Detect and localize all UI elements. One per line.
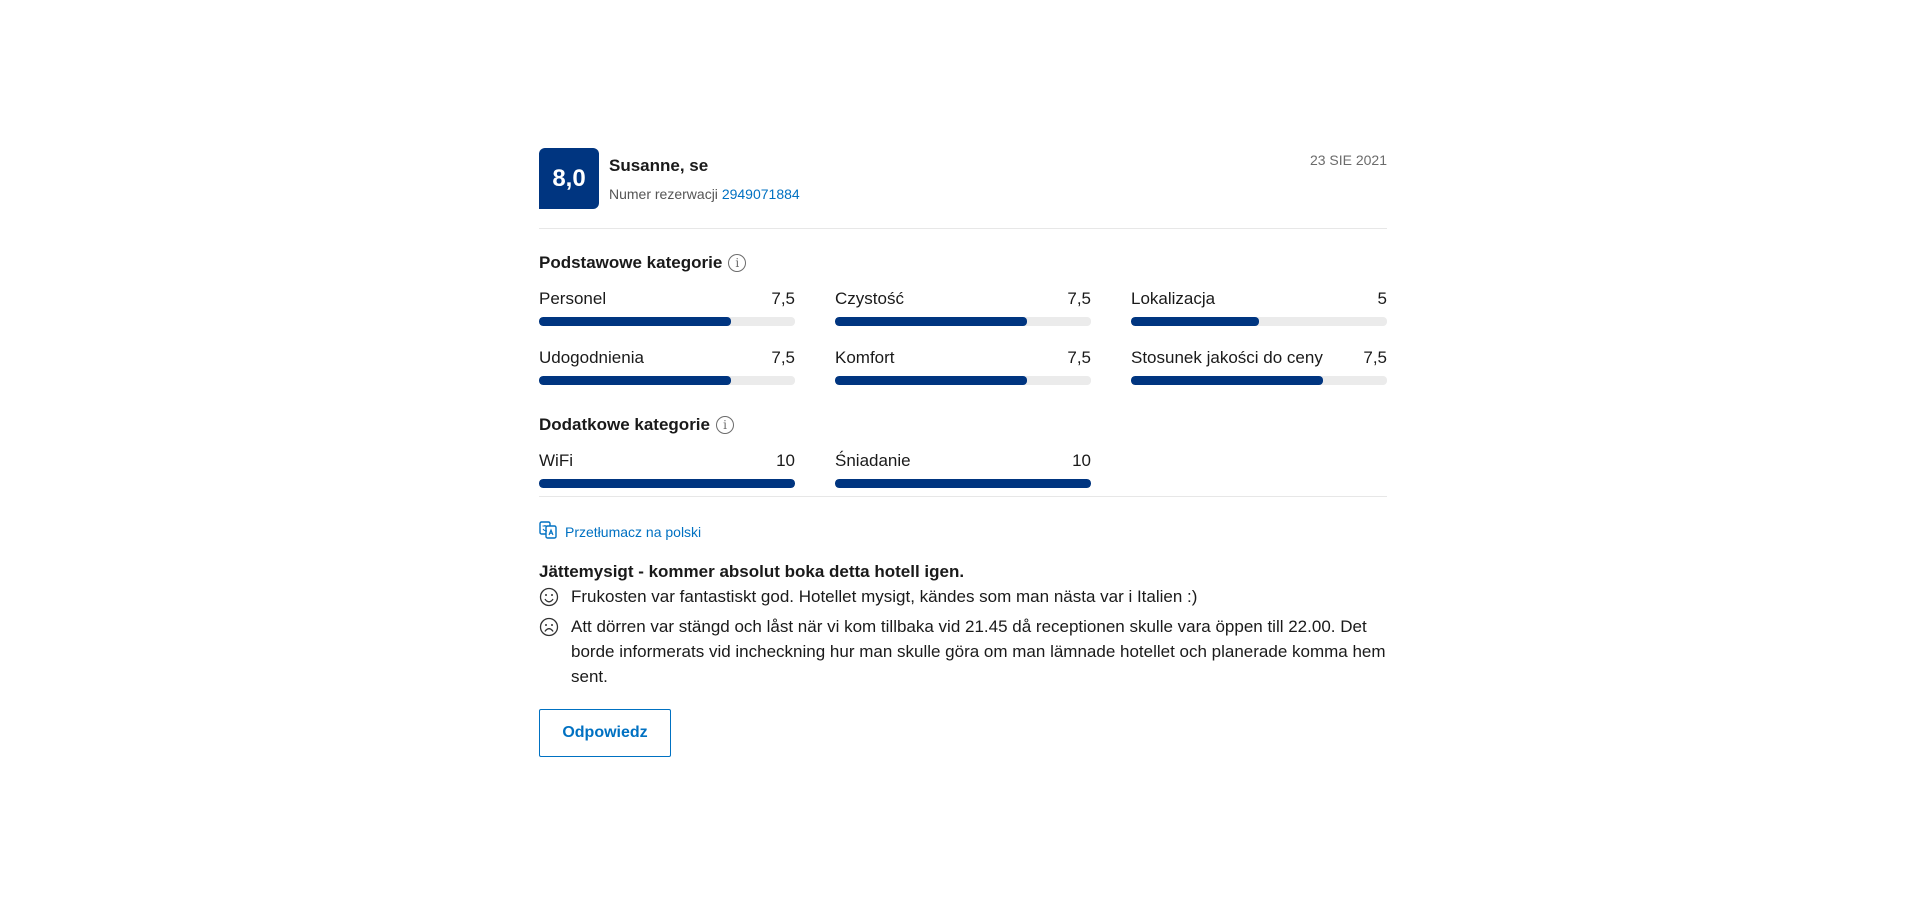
category-value: 7,5 [1363, 348, 1387, 367]
smile-face-icon [539, 584, 561, 614]
review-title: Jättemysigt - kommer absolut boka detta hotell igen. [539, 562, 965, 581]
booking-number-link[interactable]: 2949071884 [721, 186, 800, 202]
category-bar-fill [1131, 376, 1323, 385]
category-label: Stosunek jakości do ceny [1131, 348, 1323, 367]
review-card [539, 148, 1387, 757]
reply-container [539, 709, 1387, 757]
basic-categories-section [539, 253, 1387, 385]
category-bar-fill [539, 479, 795, 488]
review-header [539, 148, 1387, 228]
category-value: 7,5 [771, 289, 795, 308]
category-item [835, 451, 1091, 488]
category-bar-fill [539, 376, 731, 385]
category-value: 10 [776, 451, 795, 470]
sad-face-icon [539, 614, 561, 689]
category-label: WiFi [539, 451, 573, 470]
category-bar-track [539, 376, 795, 385]
category-bar-fill [835, 479, 1091, 488]
category-bar-track [835, 479, 1091, 488]
extra-categories-label: Dodatkowe kategorie [539, 415, 710, 434]
category-bar-track [835, 317, 1091, 326]
category-bar-track [1131, 376, 1387, 385]
translate-icon [539, 521, 557, 542]
category-bar-fill [835, 376, 1027, 385]
negative-review [539, 614, 1387, 689]
reviewer-name: Susanne, se [609, 156, 709, 175]
category-item [539, 348, 795, 385]
score-badge: 8,0 [539, 148, 599, 209]
reply-button[interactable]: Odpowiedz [539, 709, 671, 757]
basic-categories-title [539, 253, 1387, 273]
category-bar-fill [1131, 317, 1259, 326]
category-label: Śniadanie [835, 451, 911, 470]
category-bar-track [539, 479, 795, 488]
category-bar-track [835, 376, 1091, 385]
category-value: 10 [1072, 451, 1091, 470]
translate-link[interactable] [539, 521, 1387, 542]
translate-label: Przetłumacz na polski [565, 523, 702, 540]
category-bar-track [539, 317, 795, 326]
positive-review [539, 584, 1387, 614]
basic-categories-label: Podstawowe kategorie [539, 253, 723, 272]
category-label: Czystość [835, 289, 904, 308]
category-item [835, 348, 1091, 385]
review-date: 23 SIE 2021 [1309, 152, 1387, 168]
basic-categories-grid [539, 289, 1387, 385]
category-value: 5 [1377, 289, 1387, 308]
header-divider [539, 228, 1387, 229]
negative-text: Att dörren var stängd och låst när vi kom tillbaka vid 21.45 då receptionen skulle vara öppen till 22.00. Det borde informerats vid incheckning hur man skulle göra om man lämnade hotellet och planerade komma hem sent. [571, 617, 1386, 686]
category-label: Personel [539, 289, 607, 308]
positive-text: Frukosten var fantastiskt god. Hotellet mysigt, kändes som man nästa var i Italien :) [571, 587, 1198, 606]
info-icon[interactable]: i [728, 254, 746, 272]
info-icon[interactable]: i [716, 416, 734, 434]
category-value: 7,5 [1067, 348, 1091, 367]
booking-line [609, 186, 800, 202]
extra-categories-grid [539, 451, 1387, 488]
category-label: Udogodnienia [539, 348, 644, 367]
category-item [1131, 289, 1387, 326]
category-item [1131, 348, 1387, 385]
extra-categories-section [539, 415, 1387, 488]
category-value: 7,5 [771, 348, 795, 367]
category-bar-fill [835, 317, 1027, 326]
category-value: 7,5 [1067, 289, 1091, 308]
category-label: Komfort [835, 348, 895, 367]
categories-divider [539, 496, 1387, 497]
category-bar-fill [539, 317, 731, 326]
extra-categories-title [539, 415, 1387, 435]
category-item [835, 289, 1091, 326]
category-label: Lokalizacja [1131, 289, 1216, 308]
category-bar-track [1131, 317, 1387, 326]
booking-label: Numer rezerwacji [609, 186, 718, 202]
category-item [539, 451, 795, 488]
category-item [539, 289, 795, 326]
